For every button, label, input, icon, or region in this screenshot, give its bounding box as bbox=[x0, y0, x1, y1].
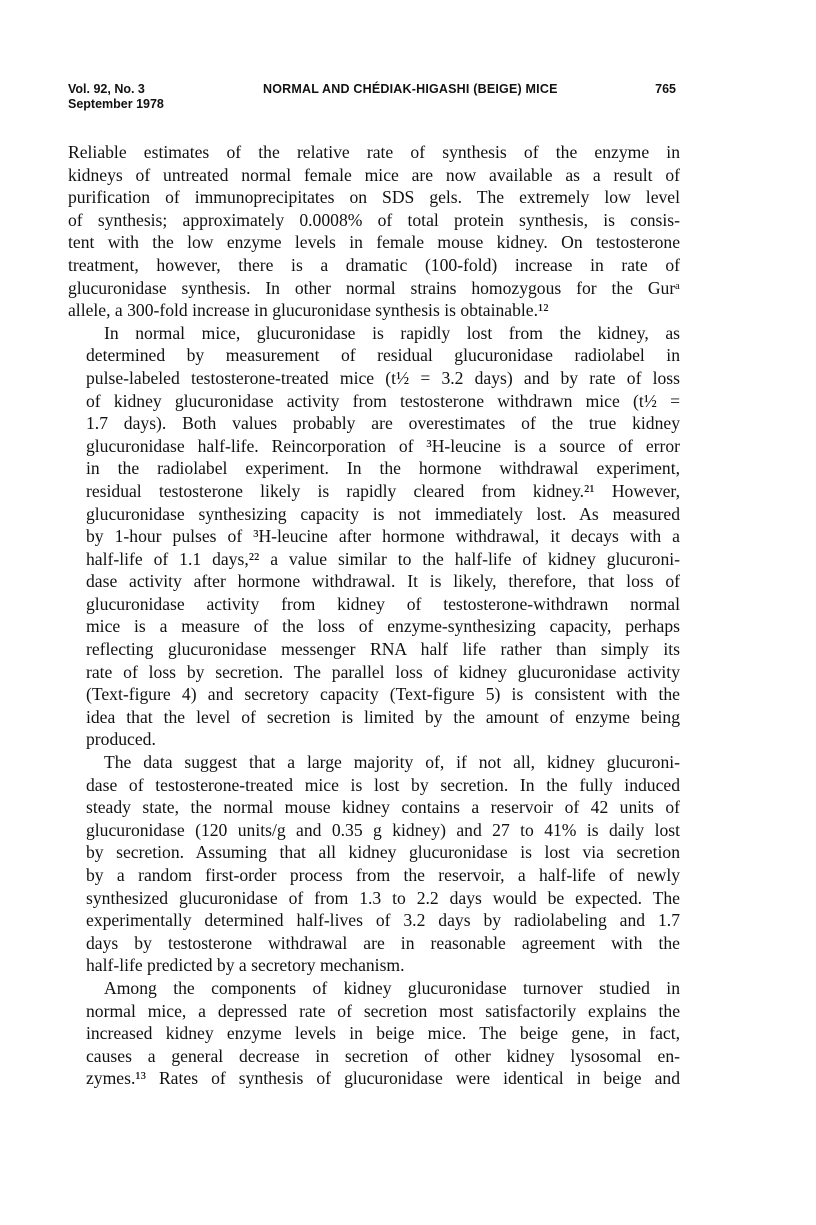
body-paragraph bbox=[68, 977, 680, 1090]
running-title: NORMAL AND CHÉDIAK-HIGASHI (BEIGE) MICE bbox=[263, 82, 558, 96]
volume-info bbox=[68, 82, 164, 112]
text-line: in the radiolabel experiment. In the hormone withdrawal experiment, bbox=[86, 458, 680, 479]
text-line: experimentally determined half-lives of 3.2 days by radiolabeling and 1.7 bbox=[86, 910, 680, 931]
text-line: kidneys of untreated normal female mice are now available as a result of bbox=[68, 164, 680, 185]
page-number: 765 bbox=[655, 82, 676, 96]
text-line: by a random first-order process from the reservoir, a half-life of newly bbox=[86, 865, 680, 885]
text-line: reflecting glucuronidase messenger RNA half life rather than simply its bbox=[86, 639, 680, 660]
text-line: increased kidney enzyme levels in beige mice. The beige gene, in fact, bbox=[86, 1023, 680, 1044]
text-line: Among the components of kidney glucuronidase turnover studied in bbox=[104, 977, 680, 998]
text-line: synthesized glucuronidase of from 1.3 to 2.2 days would be expected. The bbox=[86, 887, 680, 908]
text-line: determined by measurement of residual glucuronidase radiolabel in bbox=[86, 345, 680, 366]
text-line: purification of immunoprecipitates on SDS gels. The extremely low level bbox=[68, 187, 680, 208]
text-line: dase activity after hormone withdrawal. It is likely, therefore, that loss of bbox=[86, 571, 680, 592]
text-line: produced. bbox=[86, 729, 156, 750]
running-header bbox=[68, 82, 680, 112]
text-line: rate of loss by secretion. The parallel loss of kidney glucuronidase activity bbox=[86, 661, 680, 682]
text-line: allele, a 300-fold increase in glucuronidase synthesis is obtainable.¹² bbox=[68, 300, 549, 321]
text-line: dase of testosterone-treated mice is lost by secretion. In the fully induced bbox=[86, 774, 680, 795]
body-paragraph bbox=[68, 141, 680, 322]
text-line: The data suggest that a large majority of, if not all, kidney glucuroni- bbox=[104, 752, 680, 773]
text-line: glucuronidase synthesizing capacity is not immediately lost. As measured bbox=[86, 503, 680, 524]
article-body bbox=[68, 141, 680, 1090]
text-line: causes a general decrease in secretion of other kidney lysosomal en- bbox=[86, 1045, 680, 1066]
text-line: idea that the level of secretion is limited by the amount of enzyme being bbox=[86, 706, 680, 727]
text-line: steady state, the normal mouse kidney contains a reservoir of 42 units of bbox=[86, 797, 680, 818]
text-line: residual testosterone likely is rapidly cleared from kidney.²¹ However, bbox=[86, 480, 680, 501]
text-line: glucuronidase half-life. Reincorporation of ³H-leucine is a source of error bbox=[86, 435, 680, 456]
text-line: days by testosterone withdrawal are in reasonable agreement with the bbox=[86, 932, 680, 953]
text-line: treatment, however, there is a dramatic (100-fold) increase in rate of bbox=[68, 254, 680, 275]
text-line: of synthesis; approximately 0.0008% of total protein synthesis, is consis- bbox=[68, 209, 680, 230]
text-line: glucuronidase synthesis. In other normal strains homozygous for the Gurᵃ bbox=[68, 277, 680, 298]
issue-date: September 1978 bbox=[68, 97, 164, 111]
text-line: (Text-figure 4) and secretory capacity (Text-figure 5) is consistent with the bbox=[86, 684, 680, 705]
text-line: of kidney glucuronidase activity from testosterone withdrawn mice (t½ = bbox=[86, 390, 680, 411]
text-line: half-life of 1.1 days,²² a value similar to the half-life of kidney glucuroni- bbox=[86, 548, 680, 569]
text-line: normal mice, a depressed rate of secretion most satisfactorily explains the bbox=[86, 1000, 680, 1021]
volume-issue: Vol. 92, No. 3 bbox=[68, 82, 145, 96]
body-paragraph bbox=[68, 751, 680, 977]
text-line: half-life predicted by a secretory mechanism. bbox=[86, 955, 405, 976]
text-line: tent with the low enzyme levels in female mouse kidney. On testosterone bbox=[68, 232, 680, 253]
text-line: glucuronidase activity from kidney of testosterone-withdrawn normal bbox=[86, 593, 680, 614]
text-line: glucuronidase (120 units/g and 0.35 g kidney) and 27 to 41% is daily lost bbox=[86, 819, 680, 840]
text-line: zymes.¹³ Rates of synthesis of glucuronidase were identical in beige and bbox=[86, 1068, 680, 1089]
text-line: pulse-labeled testosterone-treated mice (t½ = 3.2 days) and by rate of loss bbox=[86, 367, 680, 388]
text-line: 1.7 days). Both values probably are overestimates of the true kidney bbox=[86, 413, 680, 434]
text-line: In normal mice, glucuronidase is rapidly lost from the kidney, as bbox=[104, 322, 680, 343]
text-line: by 1-hour pulses of ³H-leucine after hormone withdrawal, it decays with a bbox=[86, 526, 680, 547]
text-line: by secretion. Assuming that all kidney glucuronidase is lost via secretion bbox=[86, 842, 680, 863]
body-paragraph bbox=[68, 322, 680, 751]
text-line: Reliable estimates of the relative rate of synthesis of the enzyme in bbox=[68, 142, 680, 162]
text-line: mice is a measure of the loss of enzyme-synthesizing capacity, perhaps bbox=[86, 616, 680, 637]
